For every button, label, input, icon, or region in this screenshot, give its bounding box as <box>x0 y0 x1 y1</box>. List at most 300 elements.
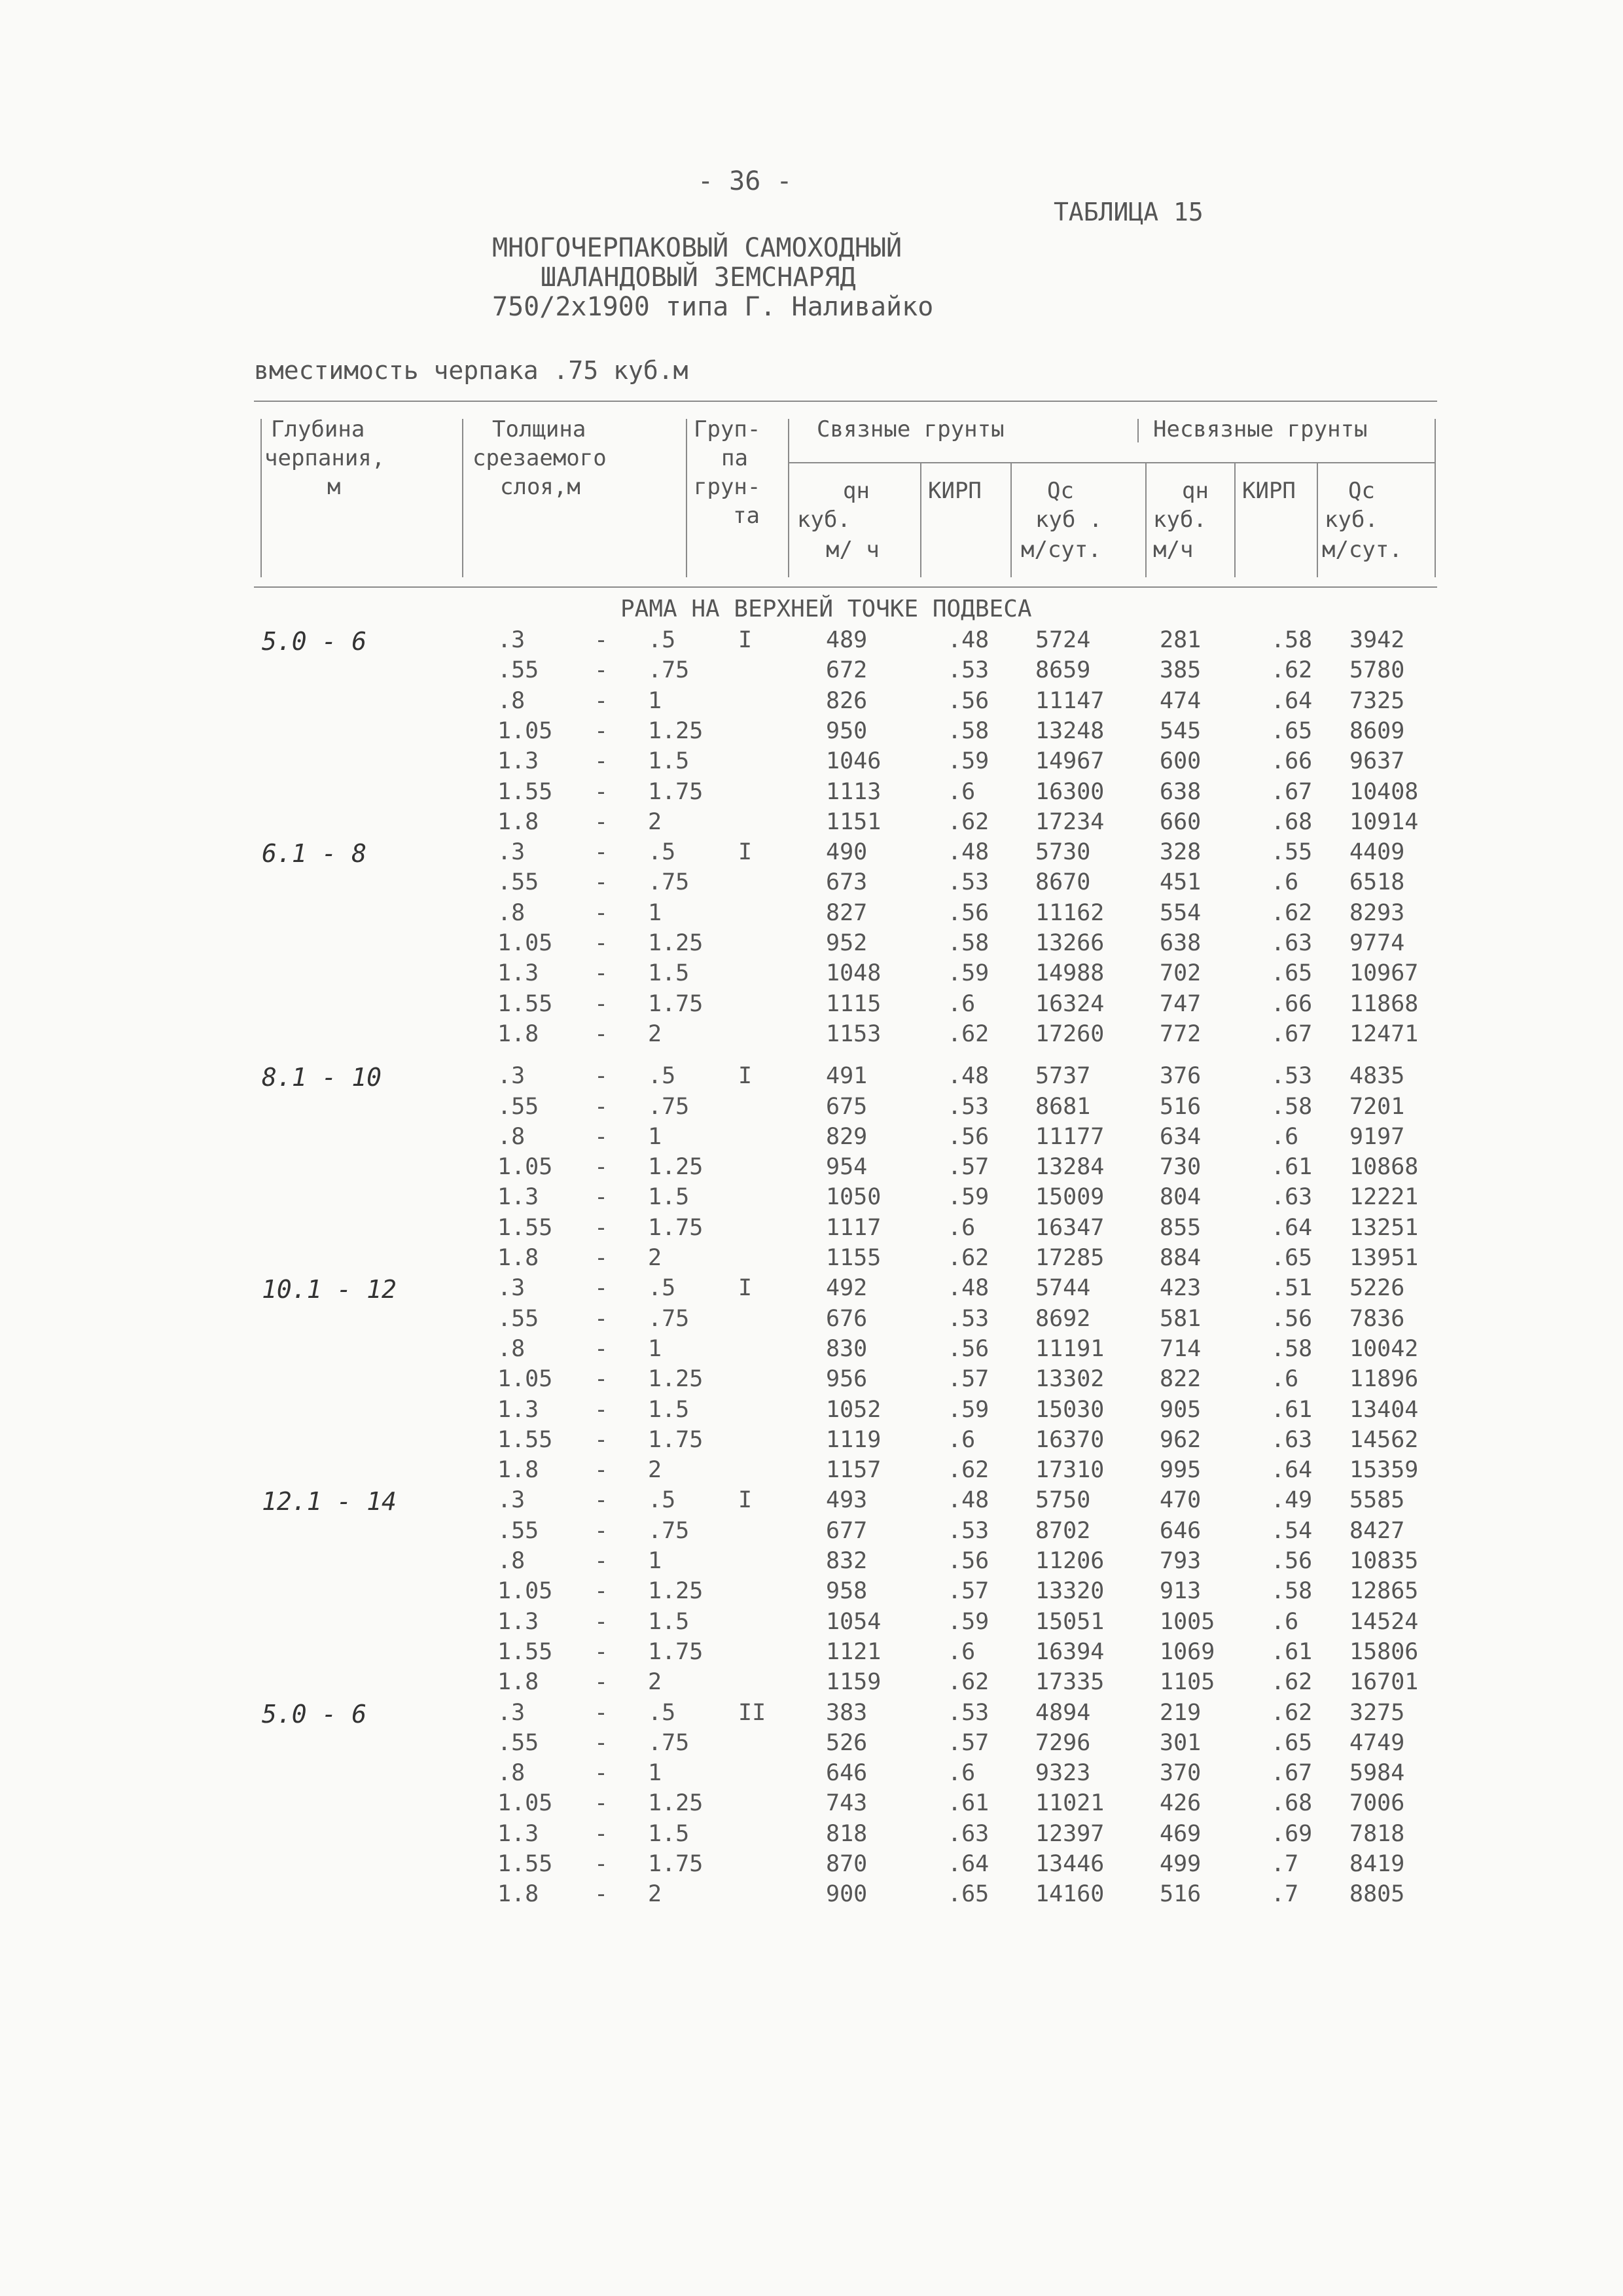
cell-group: I <box>738 839 753 866</box>
table-row <box>0 869 1623 899</box>
cell-qc2: 9637 <box>1349 748 1405 775</box>
cell-qc: 8681 <box>1035 1093 1091 1120</box>
cell-t2: .5 <box>648 1699 676 1726</box>
header-qc: Qс <box>1047 478 1074 504</box>
cell-qc2: 8609 <box>1349 717 1405 744</box>
cell-kirp: .62 <box>948 1669 990 1696</box>
table-row <box>0 688 1623 718</box>
cell-t2: 1.25 <box>648 1578 704 1605</box>
cell-t1: 1.8 <box>497 808 539 835</box>
cell-t1: 1.05 <box>497 1154 553 1181</box>
cell-qn2: 385 <box>1160 657 1202 684</box>
cell-kirp: .65 <box>948 1881 990 1908</box>
cell-depth: 5.0 - 6 <box>262 627 367 656</box>
cell-qc2: 10835 <box>1349 1548 1419 1574</box>
cell-qn: 1153 <box>826 1020 882 1047</box>
cell-t2: 1.75 <box>648 990 704 1017</box>
cell-qn: 673 <box>826 869 868 896</box>
table-row <box>0 1548 1623 1578</box>
cell-qn: 646 <box>826 1760 868 1787</box>
cell-t1: 1.55 <box>497 1214 553 1241</box>
cell-qc2: 13951 <box>1349 1245 1419 1271</box>
divider <box>1137 419 1139 442</box>
cell-kirp2: .58 <box>1271 627 1313 653</box>
range-dash: - <box>594 1578 609 1605</box>
cell-kirp2: .56 <box>1271 1548 1313 1574</box>
cell-qc2: 8419 <box>1349 1851 1405 1877</box>
cell-qc2: 10868 <box>1349 1154 1419 1181</box>
cell-qn: 1054 <box>826 1608 882 1635</box>
cell-t1: 1.8 <box>497 1245 539 1271</box>
cell-kirp: .56 <box>948 899 990 926</box>
header-qc: м/сут. <box>1021 537 1101 563</box>
cell-qc: 15030 <box>1035 1396 1105 1423</box>
cell-qn2: 913 <box>1160 1578 1202 1605</box>
cell-kirp2: .6 <box>1271 1366 1299 1393</box>
cell-qn: 490 <box>826 839 868 866</box>
cell-t2: 1.75 <box>648 1638 704 1665</box>
cell-qn2: 804 <box>1160 1184 1202 1211</box>
range-dash: - <box>594 748 609 775</box>
cell-kirp: .57 <box>948 1366 990 1393</box>
cell-qn: 493 <box>826 1487 868 1514</box>
range-dash: - <box>594 1305 609 1332</box>
table-row <box>0 1700 1623 1730</box>
cell-t1: .55 <box>497 869 539 896</box>
table-row <box>0 1881 1623 1911</box>
cell-t2: .75 <box>648 1305 690 1332</box>
cell-kirp2: .7 <box>1271 1851 1299 1877</box>
header-depth: м <box>327 474 341 500</box>
cell-qc2: 9774 <box>1349 930 1405 956</box>
divider <box>1435 419 1436 577</box>
cell-qn2: 376 <box>1160 1063 1202 1090</box>
cell-qc2: 5226 <box>1349 1275 1405 1302</box>
cell-qc: 11206 <box>1035 1548 1105 1574</box>
cell-t1: 1.55 <box>497 990 553 1017</box>
cell-kirp2: .64 <box>1271 687 1313 714</box>
cell-qc2: 3942 <box>1349 627 1405 653</box>
cell-t2: 1.5 <box>648 960 690 987</box>
header-depth: Глубина <box>271 416 365 442</box>
cell-t1: .8 <box>497 1548 526 1574</box>
cell-t1: .3 <box>497 1487 526 1514</box>
cell-kirp2: .63 <box>1271 930 1313 956</box>
cell-t1: .55 <box>497 1093 539 1120</box>
cell-t1: .8 <box>497 899 526 926</box>
cell-kirp: .6 <box>948 1426 976 1453</box>
cell-qc: 8659 <box>1035 657 1091 684</box>
cell-t1: .3 <box>497 627 526 653</box>
cell-qn: 958 <box>826 1578 868 1605</box>
cell-qc: 11162 <box>1035 899 1105 926</box>
cell-kirp: .6 <box>948 990 976 1017</box>
cell-qn2: 499 <box>1160 1851 1202 1877</box>
cell-qc: 9323 <box>1035 1760 1091 1787</box>
cell-qn: 489 <box>826 627 868 653</box>
range-dash: - <box>594 1517 609 1544</box>
table-row <box>0 1457 1623 1487</box>
cell-qn2: 516 <box>1160 1881 1202 1908</box>
cell-kirp2: .67 <box>1271 1020 1313 1047</box>
cell-t1: 1.8 <box>497 1669 539 1696</box>
range-dash: - <box>594 1366 609 1393</box>
header-depth: черпания, <box>264 445 385 471</box>
cell-kirp: .59 <box>948 748 990 775</box>
cell-kirp2: .53 <box>1271 1063 1313 1090</box>
cell-qc2: 14562 <box>1349 1426 1419 1453</box>
cell-t2: 1.75 <box>648 1851 704 1877</box>
cell-t2: 1.25 <box>648 717 704 744</box>
cell-kirp2: .62 <box>1271 657 1313 684</box>
cell-qc2: 12865 <box>1349 1578 1419 1605</box>
cell-qn2: 554 <box>1160 899 1202 926</box>
cell-t2: 2 <box>648 1669 662 1696</box>
cell-t2: 1.25 <box>648 1154 704 1181</box>
cell-kirp2: .55 <box>1271 839 1313 866</box>
cell-qc2: 12471 <box>1349 1020 1419 1047</box>
range-dash: - <box>594 990 609 1017</box>
cell-kirp: .6 <box>948 1638 976 1665</box>
cell-t2: .5 <box>648 627 676 653</box>
cell-qn2: 301 <box>1160 1729 1202 1756</box>
table-row <box>0 1760 1623 1790</box>
table-row <box>0 1609 1623 1639</box>
cell-t2: 1.75 <box>648 1214 704 1241</box>
cell-kirp2: .61 <box>1271 1154 1313 1181</box>
cell-qc2: 14524 <box>1349 1608 1419 1635</box>
table-row <box>0 1094 1623 1124</box>
table-row <box>0 718 1623 748</box>
cell-qc2: 4409 <box>1349 839 1405 866</box>
cell-qn: 675 <box>826 1093 868 1120</box>
table-row <box>0 1730 1623 1760</box>
cell-qc: 8670 <box>1035 869 1091 896</box>
cell-qn2: 638 <box>1160 930 1202 956</box>
range-dash: - <box>594 1335 609 1362</box>
cell-kirp2: .56 <box>1271 1305 1313 1332</box>
cell-t2: .75 <box>648 1093 690 1120</box>
table-row <box>0 809 1623 839</box>
range-dash: - <box>594 869 609 896</box>
cell-kirp2: .6 <box>1271 1123 1299 1150</box>
range-dash: - <box>594 1184 609 1211</box>
cell-kirp2: .66 <box>1271 990 1313 1017</box>
table-row <box>0 1306 1623 1336</box>
range-dash: - <box>594 687 609 714</box>
table-row <box>0 930 1623 960</box>
cell-qc: 11021 <box>1035 1790 1105 1817</box>
cell-qc: 16324 <box>1035 990 1105 1017</box>
cell-qn: 677 <box>826 1517 868 1544</box>
cell-kirp2: .58 <box>1271 1093 1313 1120</box>
cell-qc: 17285 <box>1035 1245 1105 1271</box>
cell-t1: 1.05 <box>497 930 553 956</box>
header-group: па <box>721 445 748 471</box>
cell-kirp2: .54 <box>1271 1517 1313 1544</box>
cell-t1: 1.3 <box>497 1396 539 1423</box>
cell-qn2: 281 <box>1160 627 1202 653</box>
cell-kirp: .48 <box>948 1275 990 1302</box>
cell-t2: 1.5 <box>648 1396 690 1423</box>
cell-t1: .8 <box>497 1760 526 1787</box>
cell-group: I <box>738 1275 753 1302</box>
range-dash: - <box>594 930 609 956</box>
cell-kirp: .48 <box>948 1487 990 1514</box>
cell-qc2: 11868 <box>1349 990 1419 1017</box>
divider <box>1010 462 1012 577</box>
cell-qc: 4894 <box>1035 1699 1091 1726</box>
table-row <box>0 1366 1623 1396</box>
cell-qn2: 730 <box>1160 1154 1202 1181</box>
cell-qn: 950 <box>826 717 868 744</box>
cell-qn: 526 <box>826 1729 868 1756</box>
cell-qn: 1121 <box>826 1638 882 1665</box>
cell-t2: 2 <box>648 1020 662 1047</box>
cell-kirp2: .6 <box>1271 869 1299 896</box>
cell-kirp: .62 <box>948 808 990 835</box>
cell-depth: 5.0 - 6 <box>262 1699 367 1729</box>
cell-t1: 1.05 <box>497 717 553 744</box>
cell-qn2: 714 <box>1160 1335 1202 1362</box>
cell-qn: 1115 <box>826 990 882 1017</box>
cell-kirp2: .63 <box>1271 1426 1313 1453</box>
cell-kirp2: .58 <box>1271 1335 1313 1362</box>
cell-group: II <box>738 1699 766 1726</box>
cell-qn: 1155 <box>826 1245 882 1271</box>
cell-kirp: .6 <box>948 1760 976 1787</box>
cell-kirp2: .64 <box>1271 1457 1313 1484</box>
cell-t1: .3 <box>497 1699 526 1726</box>
cell-qn: 830 <box>826 1335 868 1362</box>
cell-kirp: .58 <box>948 930 990 956</box>
table-row <box>0 1397 1623 1427</box>
header-group: та <box>733 503 760 529</box>
cell-kirp: .48 <box>948 627 990 653</box>
divider <box>686 419 687 577</box>
header-thickness: слоя,м <box>500 474 580 500</box>
header-group: грун- <box>694 474 761 500</box>
cell-qn: 1048 <box>826 960 882 987</box>
cell-qn2: 646 <box>1160 1517 1202 1544</box>
cell-t1: .8 <box>497 1123 526 1150</box>
cell-qc2: 5585 <box>1349 1487 1405 1514</box>
cell-kirp: .59 <box>948 1608 990 1635</box>
cell-qc: 16300 <box>1035 778 1105 805</box>
cell-kirp: .57 <box>948 1729 990 1756</box>
cell-t1: .55 <box>497 1729 539 1756</box>
table-row <box>0 1821 1623 1851</box>
range-dash: - <box>594 1729 609 1756</box>
cell-qn2: 962 <box>1160 1426 1202 1453</box>
cell-qc: 7296 <box>1035 1729 1091 1756</box>
range-dash: - <box>594 1820 609 1847</box>
cell-kirp2: .61 <box>1271 1638 1313 1665</box>
cell-qn2: 793 <box>1160 1548 1202 1574</box>
cell-qc2: 4835 <box>1349 1063 1405 1090</box>
cell-t1: .55 <box>497 1305 539 1332</box>
cell-t2: 1 <box>648 1760 662 1787</box>
table-row <box>0 1154 1623 1184</box>
cell-t1: 1.3 <box>497 748 539 775</box>
title-line-2: ШАЛАНДОВЫЙ ЗЕМСНАРЯД <box>541 262 856 293</box>
cell-qn2: 370 <box>1160 1760 1202 1787</box>
cell-t1: .55 <box>497 1517 539 1544</box>
cell-qn: 870 <box>826 1851 868 1877</box>
cell-kirp2: .62 <box>1271 1699 1313 1726</box>
cell-kirp: .59 <box>948 960 990 987</box>
cell-qn: 676 <box>826 1305 868 1332</box>
cell-t2: 1.25 <box>648 1790 704 1817</box>
cell-t2: 2 <box>648 808 662 835</box>
cell-depth: 10.1 - 12 <box>262 1275 397 1304</box>
cell-qn2: 474 <box>1160 687 1202 714</box>
cell-qn: 1052 <box>826 1396 882 1423</box>
range-dash: - <box>594 1093 609 1120</box>
cell-t1: 1.3 <box>497 1608 539 1635</box>
cell-kirp2: .64 <box>1271 1214 1313 1241</box>
cell-qn2: 1105 <box>1160 1669 1215 1696</box>
cell-qc2: 12221 <box>1349 1184 1419 1211</box>
cell-qc: 13320 <box>1035 1578 1105 1605</box>
cell-t1: 1.8 <box>497 1020 539 1047</box>
cell-qc2: 16701 <box>1349 1669 1419 1696</box>
cell-qc: 14988 <box>1035 960 1105 987</box>
header-group: Груп- <box>694 416 761 442</box>
cell-qn: 818 <box>826 1820 868 1847</box>
range-dash: - <box>594 1699 609 1726</box>
cell-qn2: 470 <box>1160 1487 1202 1514</box>
cell-t2: .5 <box>648 1063 676 1090</box>
cell-t2: .75 <box>648 1729 690 1756</box>
cell-qc2: 13251 <box>1349 1214 1419 1241</box>
title-line-1: МНОГОЧЕРПАКОВЫЙ САМОХОДНЫЙ <box>492 233 902 263</box>
cell-kirp: .59 <box>948 1396 990 1423</box>
cell-t2: 1 <box>648 1123 662 1150</box>
divider <box>462 419 463 577</box>
cell-qn: 952 <box>826 930 868 956</box>
cell-qc: 11147 <box>1035 687 1105 714</box>
range-dash: - <box>594 960 609 987</box>
cell-t2: 1.5 <box>648 1184 690 1211</box>
cell-kirp2: .65 <box>1271 717 1313 744</box>
divider <box>260 419 262 577</box>
cell-qc2: 5984 <box>1349 1760 1405 1787</box>
range-dash: - <box>594 808 609 835</box>
cell-kirp: .62 <box>948 1020 990 1047</box>
cell-qc: 5724 <box>1035 627 1091 653</box>
cell-qn: 956 <box>826 1366 868 1393</box>
cell-kirp: .58 <box>948 717 990 744</box>
cell-qn2: 660 <box>1160 808 1202 835</box>
cell-qn: 743 <box>826 1790 868 1817</box>
cell-t1: .8 <box>497 1335 526 1362</box>
cell-qn: 1050 <box>826 1184 882 1211</box>
divider <box>1234 462 1236 577</box>
cell-depth: 8.1 - 10 <box>262 1063 382 1092</box>
header-kirp2: КИРП <box>1242 478 1296 504</box>
cell-qc2: 4749 <box>1349 1729 1405 1756</box>
cell-qc: 13302 <box>1035 1366 1105 1393</box>
cell-t2: 2 <box>648 1457 662 1484</box>
header-thickness: срезаемого <box>473 445 607 471</box>
cell-qn: 1151 <box>826 808 882 835</box>
cell-qc: 16347 <box>1035 1214 1105 1241</box>
cell-qn: 1119 <box>826 1426 882 1453</box>
cell-qn: 383 <box>826 1699 868 1726</box>
range-dash: - <box>594 1760 609 1787</box>
cell-qc2: 11896 <box>1349 1366 1419 1393</box>
cell-qc2: 10967 <box>1349 960 1419 987</box>
cell-t1: .3 <box>497 1063 526 1090</box>
cell-qn2: 545 <box>1160 717 1202 744</box>
cell-t2: .5 <box>648 839 676 866</box>
cell-qn2: 219 <box>1160 1699 1202 1726</box>
cell-kirp: .64 <box>948 1851 990 1877</box>
cell-qn2: 600 <box>1160 748 1202 775</box>
cell-kirp2: .68 <box>1271 1790 1313 1817</box>
table-row <box>0 991 1623 1021</box>
range-dash: - <box>594 1669 609 1696</box>
cell-qc2: 7818 <box>1349 1820 1405 1847</box>
cell-qn: 1113 <box>826 778 882 805</box>
cell-qc2: 8805 <box>1349 1881 1405 1908</box>
header-qn: м/ ч <box>826 537 880 563</box>
cell-qc: 16394 <box>1035 1638 1105 1665</box>
range-dash: - <box>594 1426 609 1453</box>
table-row <box>0 1275 1623 1305</box>
range-dash: - <box>594 899 609 926</box>
cell-qn2: 747 <box>1160 990 1202 1017</box>
cell-kirp: .61 <box>948 1790 990 1817</box>
table-row <box>0 1669 1623 1699</box>
cell-qn: 491 <box>826 1063 868 1090</box>
header-qn: qн <box>843 478 870 504</box>
cell-t2: 1.75 <box>648 1426 704 1453</box>
cell-t1: 1.3 <box>497 1184 539 1211</box>
table-row <box>0 627 1623 657</box>
cell-kirp: .62 <box>948 1457 990 1484</box>
cell-kirp2: .67 <box>1271 778 1313 805</box>
range-dash: - <box>594 1548 609 1574</box>
header-qn: куб. <box>797 507 851 533</box>
divider <box>1145 462 1147 577</box>
cell-t1: 1.05 <box>497 1578 553 1605</box>
cell-t1: 1.55 <box>497 1638 553 1665</box>
cell-t2: .5 <box>648 1275 676 1302</box>
cell-kirp: .53 <box>948 1699 990 1726</box>
table-row <box>0 1639 1623 1669</box>
cell-qn: 1157 <box>826 1457 882 1484</box>
cell-kirp: .48 <box>948 1063 990 1090</box>
cell-qn: 832 <box>826 1548 868 1574</box>
cell-kirp: .53 <box>948 1093 990 1120</box>
range-dash: - <box>594 1608 609 1635</box>
table-row <box>0 657 1623 687</box>
cell-kirp: .63 <box>948 1820 990 1847</box>
cell-qc2: 6518 <box>1349 869 1405 896</box>
cell-t2: 1 <box>648 687 662 714</box>
range-dash: - <box>594 839 609 866</box>
cell-kirp2: .68 <box>1271 808 1313 835</box>
cell-qc2: 9197 <box>1349 1123 1405 1150</box>
range-dash: - <box>594 1851 609 1877</box>
table-row <box>0 1518 1623 1548</box>
cell-t2: 1.25 <box>648 1366 704 1393</box>
range-dash: - <box>594 1214 609 1241</box>
cell-qn2: 702 <box>1160 960 1202 987</box>
cell-t1: 1.3 <box>497 960 539 987</box>
